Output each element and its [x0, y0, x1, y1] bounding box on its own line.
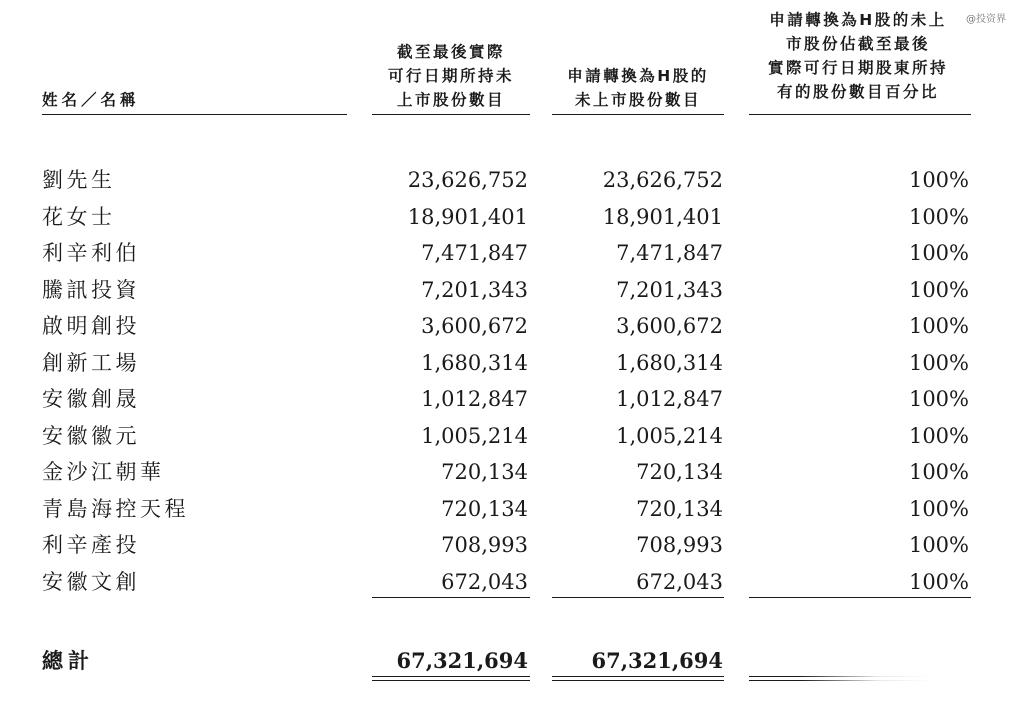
shareholder-name: 劉先生 [42, 168, 116, 192]
shareholder-name: 安徽文創 [42, 569, 140, 594]
percentage-value: 100% [908, 533, 969, 557]
shareholder-name: 利辛產投 [42, 533, 140, 557]
header-held-line: 可行日期所持未 [387, 67, 514, 85]
percentage-value: 100% [908, 569, 969, 594]
header-convert-line: 未上市股份數目 [574, 91, 701, 109]
watermark: @投资界 [966, 14, 1006, 25]
header-convert-shares [552, 64, 724, 112]
header-rule-name [42, 114, 347, 115]
convert-shares-value: 1,680,314 [616, 350, 723, 375]
header-rule-held [372, 114, 530, 115]
convert-shares-value: 7,471,847 [616, 241, 723, 265]
header-percentage-line: 有的股份數目百分比 [776, 83, 939, 101]
percentage-value: 100% [908, 277, 969, 302]
held-shares-value: 1,012,847 [421, 387, 528, 411]
percentage-value: 100% [908, 496, 969, 521]
held-shares-value: 672,043 [441, 569, 528, 594]
convert-shares-value: 720,134 [636, 496, 723, 521]
table-row [0, 564, 1024, 600]
table-row [0, 308, 1024, 344]
held-shares-value: 708,993 [441, 533, 528, 557]
convert-shares-value: 3,600,672 [616, 314, 723, 338]
subtotal-rule-held [372, 597, 530, 598]
total-double-rule-held [372, 676, 530, 681]
table-row [0, 381, 1024, 417]
total-convert-value: 67,321,694 [591, 648, 723, 673]
shareholder-name: 花女士 [42, 204, 116, 229]
header-convert-line: 申請轉換為H股的 [567, 67, 709, 85]
held-shares-value: 7,471,847 [421, 241, 528, 265]
total-label: 總計 [42, 649, 94, 673]
shareholder-name: 創新工場 [42, 350, 140, 375]
percentage-value: 100% [908, 241, 969, 265]
shareholder-name: 安徽創晟 [42, 387, 140, 411]
header-name-column [42, 88, 347, 112]
table-row [0, 162, 1024, 198]
shareholder-name: 利辛利伯 [42, 241, 140, 265]
table-row [0, 454, 1024, 490]
convert-shares-value: 672,043 [636, 569, 723, 594]
table-row [0, 235, 1024, 271]
shareholder-name: 啟明創投 [42, 314, 140, 338]
convert-shares-value: 1,005,214 [616, 423, 723, 448]
convert-shares-value: 1,012,847 [616, 387, 723, 411]
percentage-value: 100% [908, 350, 969, 375]
image-fade-overlay [800, 638, 1024, 698]
header-percentage-line: 申請轉換為H股的未上 [769, 11, 947, 29]
header-held-line: 上市股份數目 [396, 91, 505, 109]
held-shares-value: 7,201,343 [421, 277, 528, 302]
shareholder-name: 金沙江朝華 [42, 460, 165, 484]
held-shares-value: 3,600,672 [421, 314, 528, 338]
percentage-value: 100% [908, 168, 969, 192]
table-row [0, 418, 1024, 454]
table-row [0, 199, 1024, 235]
table-row [0, 272, 1024, 308]
held-shares-value: 23,626,752 [407, 168, 528, 192]
convert-shares-value: 708,993 [636, 533, 723, 557]
convert-shares-value: 720,134 [636, 460, 723, 484]
header-percentage-line: 實際可行日期股東所持 [767, 59, 948, 77]
header-rule-convert [552, 114, 724, 115]
percentage-value: 100% [908, 423, 969, 448]
shareholder-name: 騰訊投資 [42, 277, 140, 302]
held-shares-value: 18,901,401 [407, 204, 528, 229]
subtotal-rule-convert [552, 597, 724, 598]
held-shares-value: 1,005,214 [421, 423, 528, 448]
convert-shares-value: 18,901,401 [602, 204, 723, 229]
header-percentage [744, 8, 972, 104]
header-name-label: 姓名／名稱 [42, 91, 140, 109]
subtotal-rule-percentage [749, 597, 971, 598]
total-held-value: 67,321,694 [396, 648, 528, 673]
percentage-value: 100% [908, 314, 969, 338]
percentage-value: 100% [908, 204, 969, 229]
header-held-line: 截至最後實際 [396, 43, 505, 61]
percentage-value: 100% [908, 460, 969, 484]
header-rule-percentage [749, 114, 971, 115]
header-held-shares [372, 40, 530, 112]
shareholder-name: 安徽徽元 [42, 423, 140, 448]
shareholder-name: 青島海控天程 [42, 496, 189, 521]
table-row [0, 527, 1024, 563]
total-double-rule-convert [552, 676, 724, 681]
table-row [0, 345, 1024, 381]
held-shares-value: 1,680,314 [421, 350, 528, 375]
table-row [0, 491, 1024, 527]
convert-shares-value: 7,201,343 [616, 277, 723, 302]
header-percentage-line: 市股份佔截至最後 [785, 35, 930, 53]
convert-shares-value: 23,626,752 [602, 168, 723, 192]
held-shares-value: 720,134 [441, 496, 528, 521]
held-shares-value: 720,134 [441, 460, 528, 484]
percentage-value: 100% [908, 387, 969, 411]
